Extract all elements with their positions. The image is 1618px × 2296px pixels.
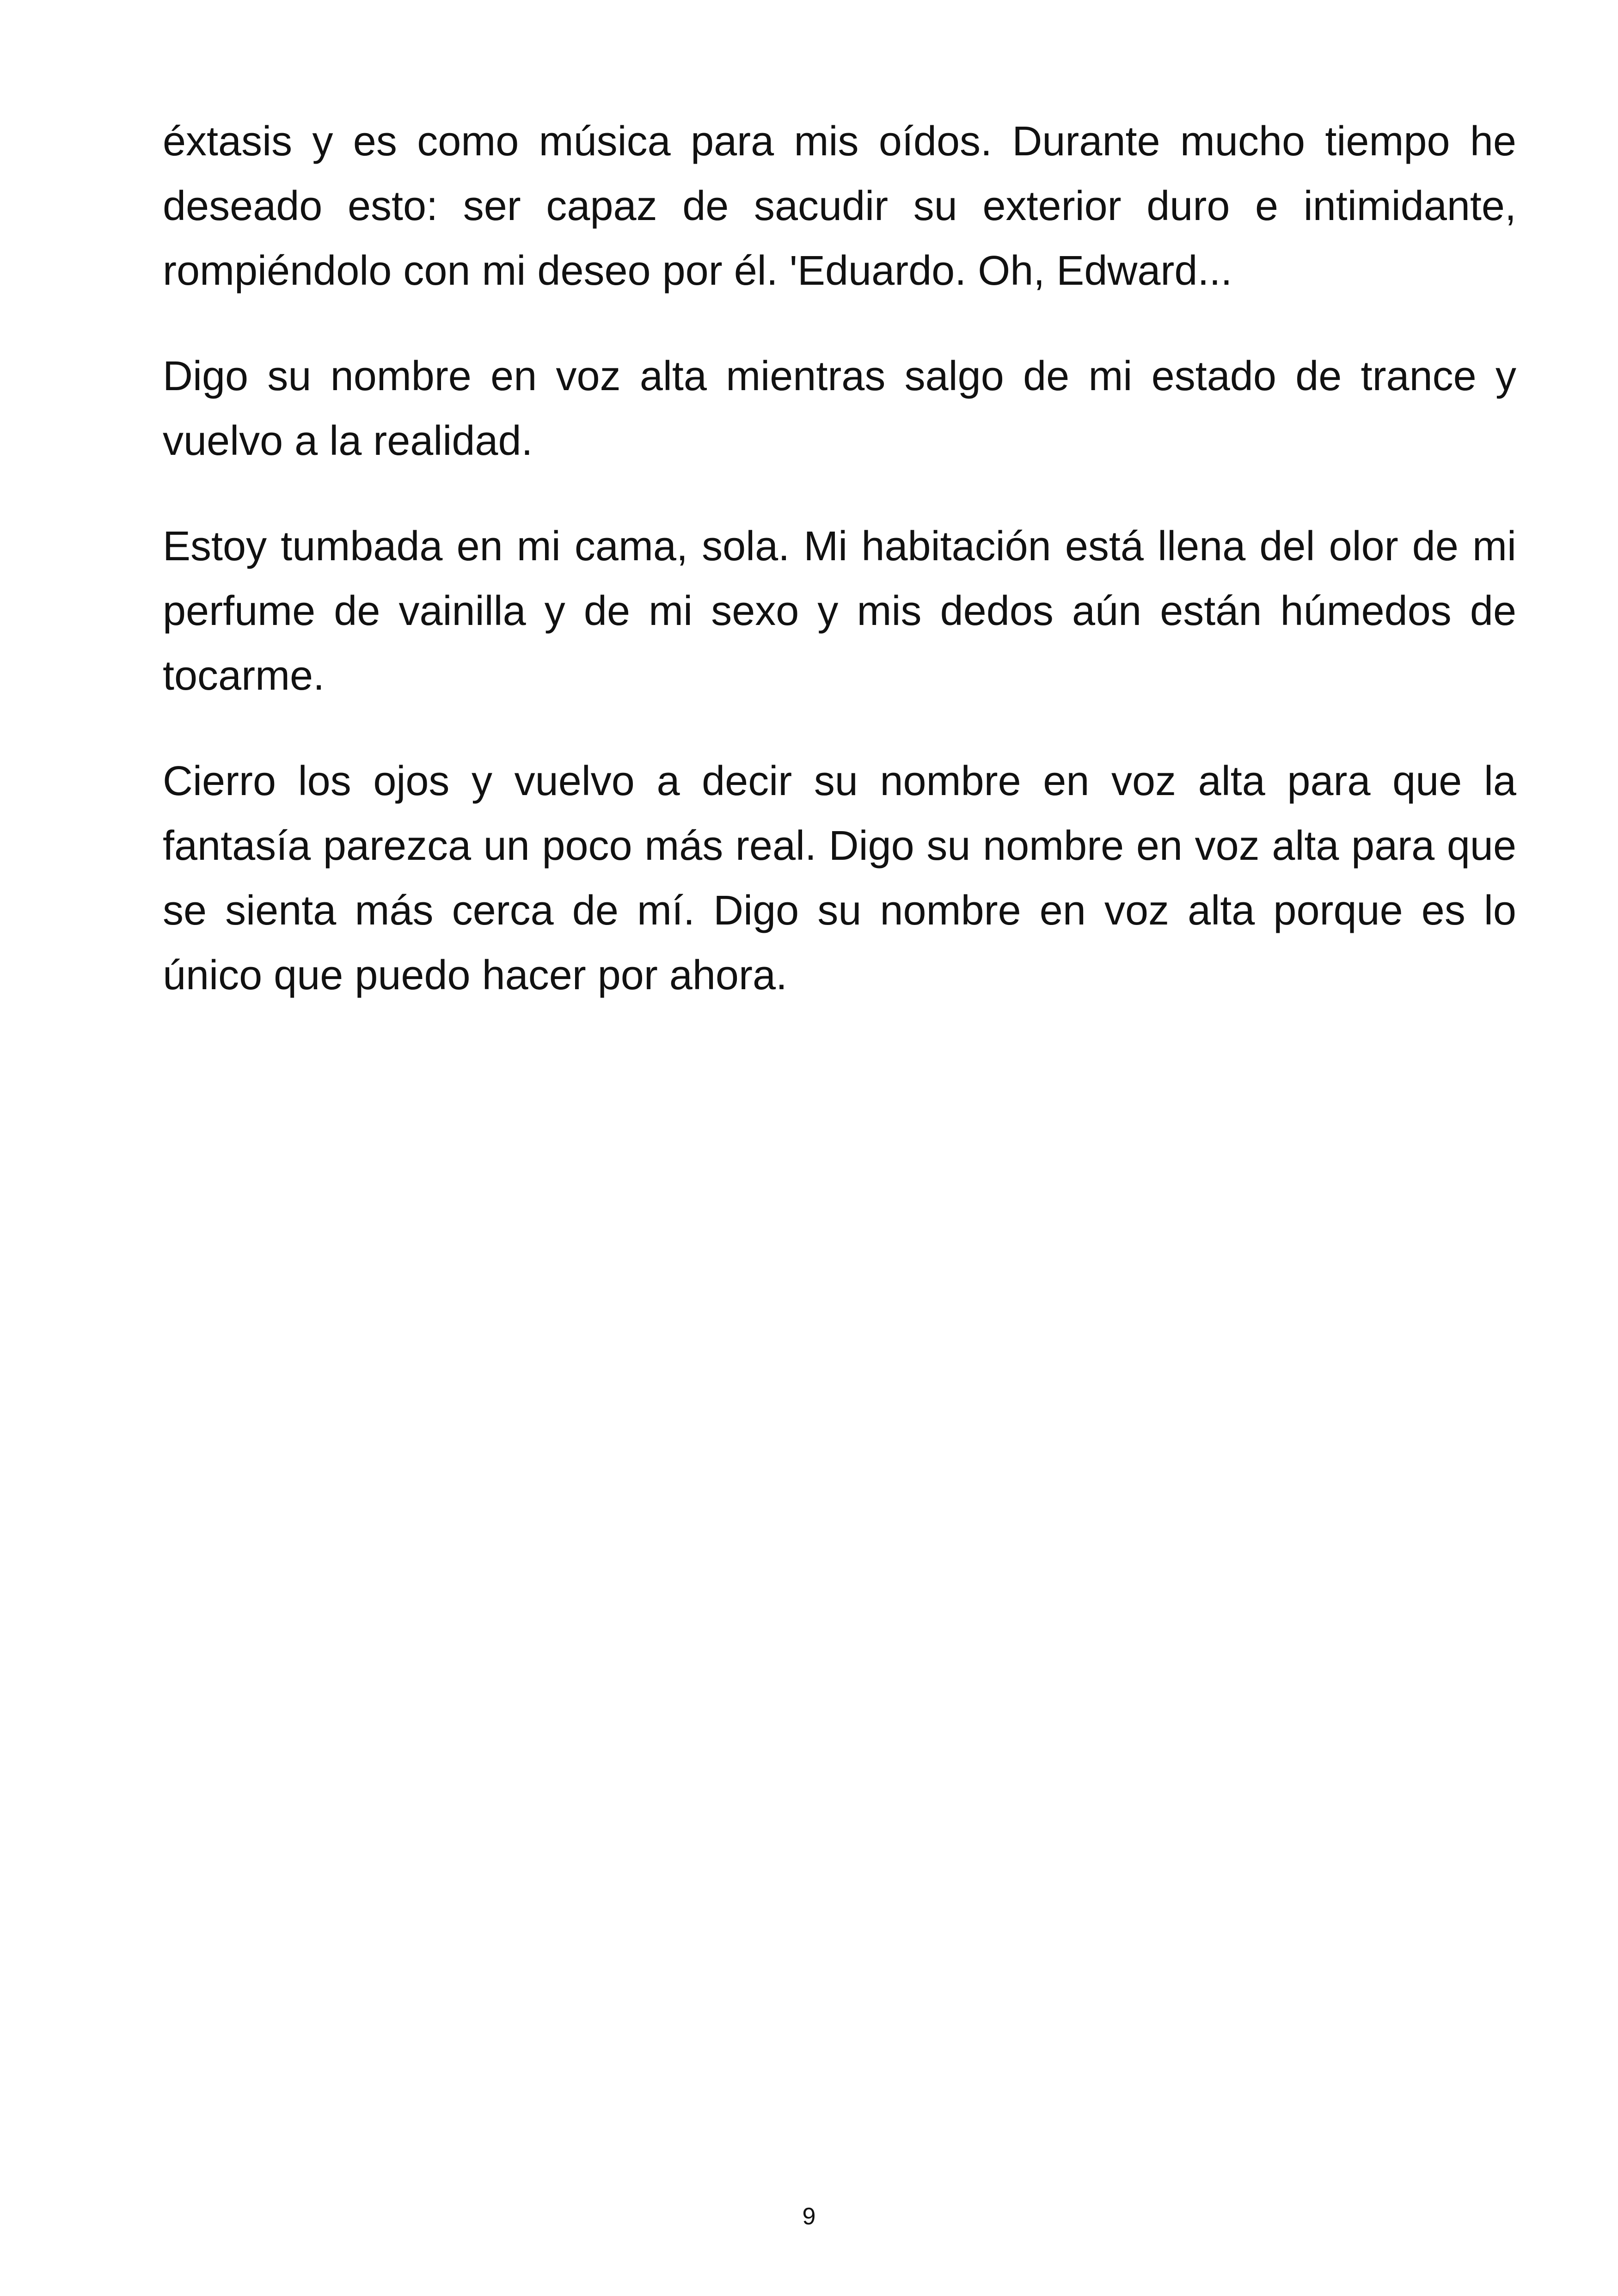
paragraph-1: éxtasis y es como música para mis oídos. Durante mucho tiempo he deseado esto: ser capaz de sacudir su exterior duro e intimidante, rompiéndolo con mi deseo por él. 'Eduardo. Oh, Edward... bbox=[163, 118, 1516, 294]
page-number: 9 bbox=[802, 2203, 816, 2230]
paragraph-3: Estoy tumbada en mi cama, sola. Mi habitación está llena del olor de mi perfume de vainilla y de mi sexo y mis dedos aún están húmedos de tocarme. bbox=[163, 523, 1516, 699]
paragraph-4: Cierro los ojos y vuelvo a decir su nombre en voz alta para que la fantasía parezca un poco más real. Digo su nombre en voz alta para que se sienta más cerca de mí. Digo su nombre en voz alta porque es lo único que puedo hacer por ahora. bbox=[163, 758, 1516, 998]
body-text bbox=[163, 109, 1516, 1048]
paragraph-2: Digo su nombre en voz alta mientras salgo de mi estado de trance y vuelvo a la realidad. bbox=[163, 353, 1516, 464]
